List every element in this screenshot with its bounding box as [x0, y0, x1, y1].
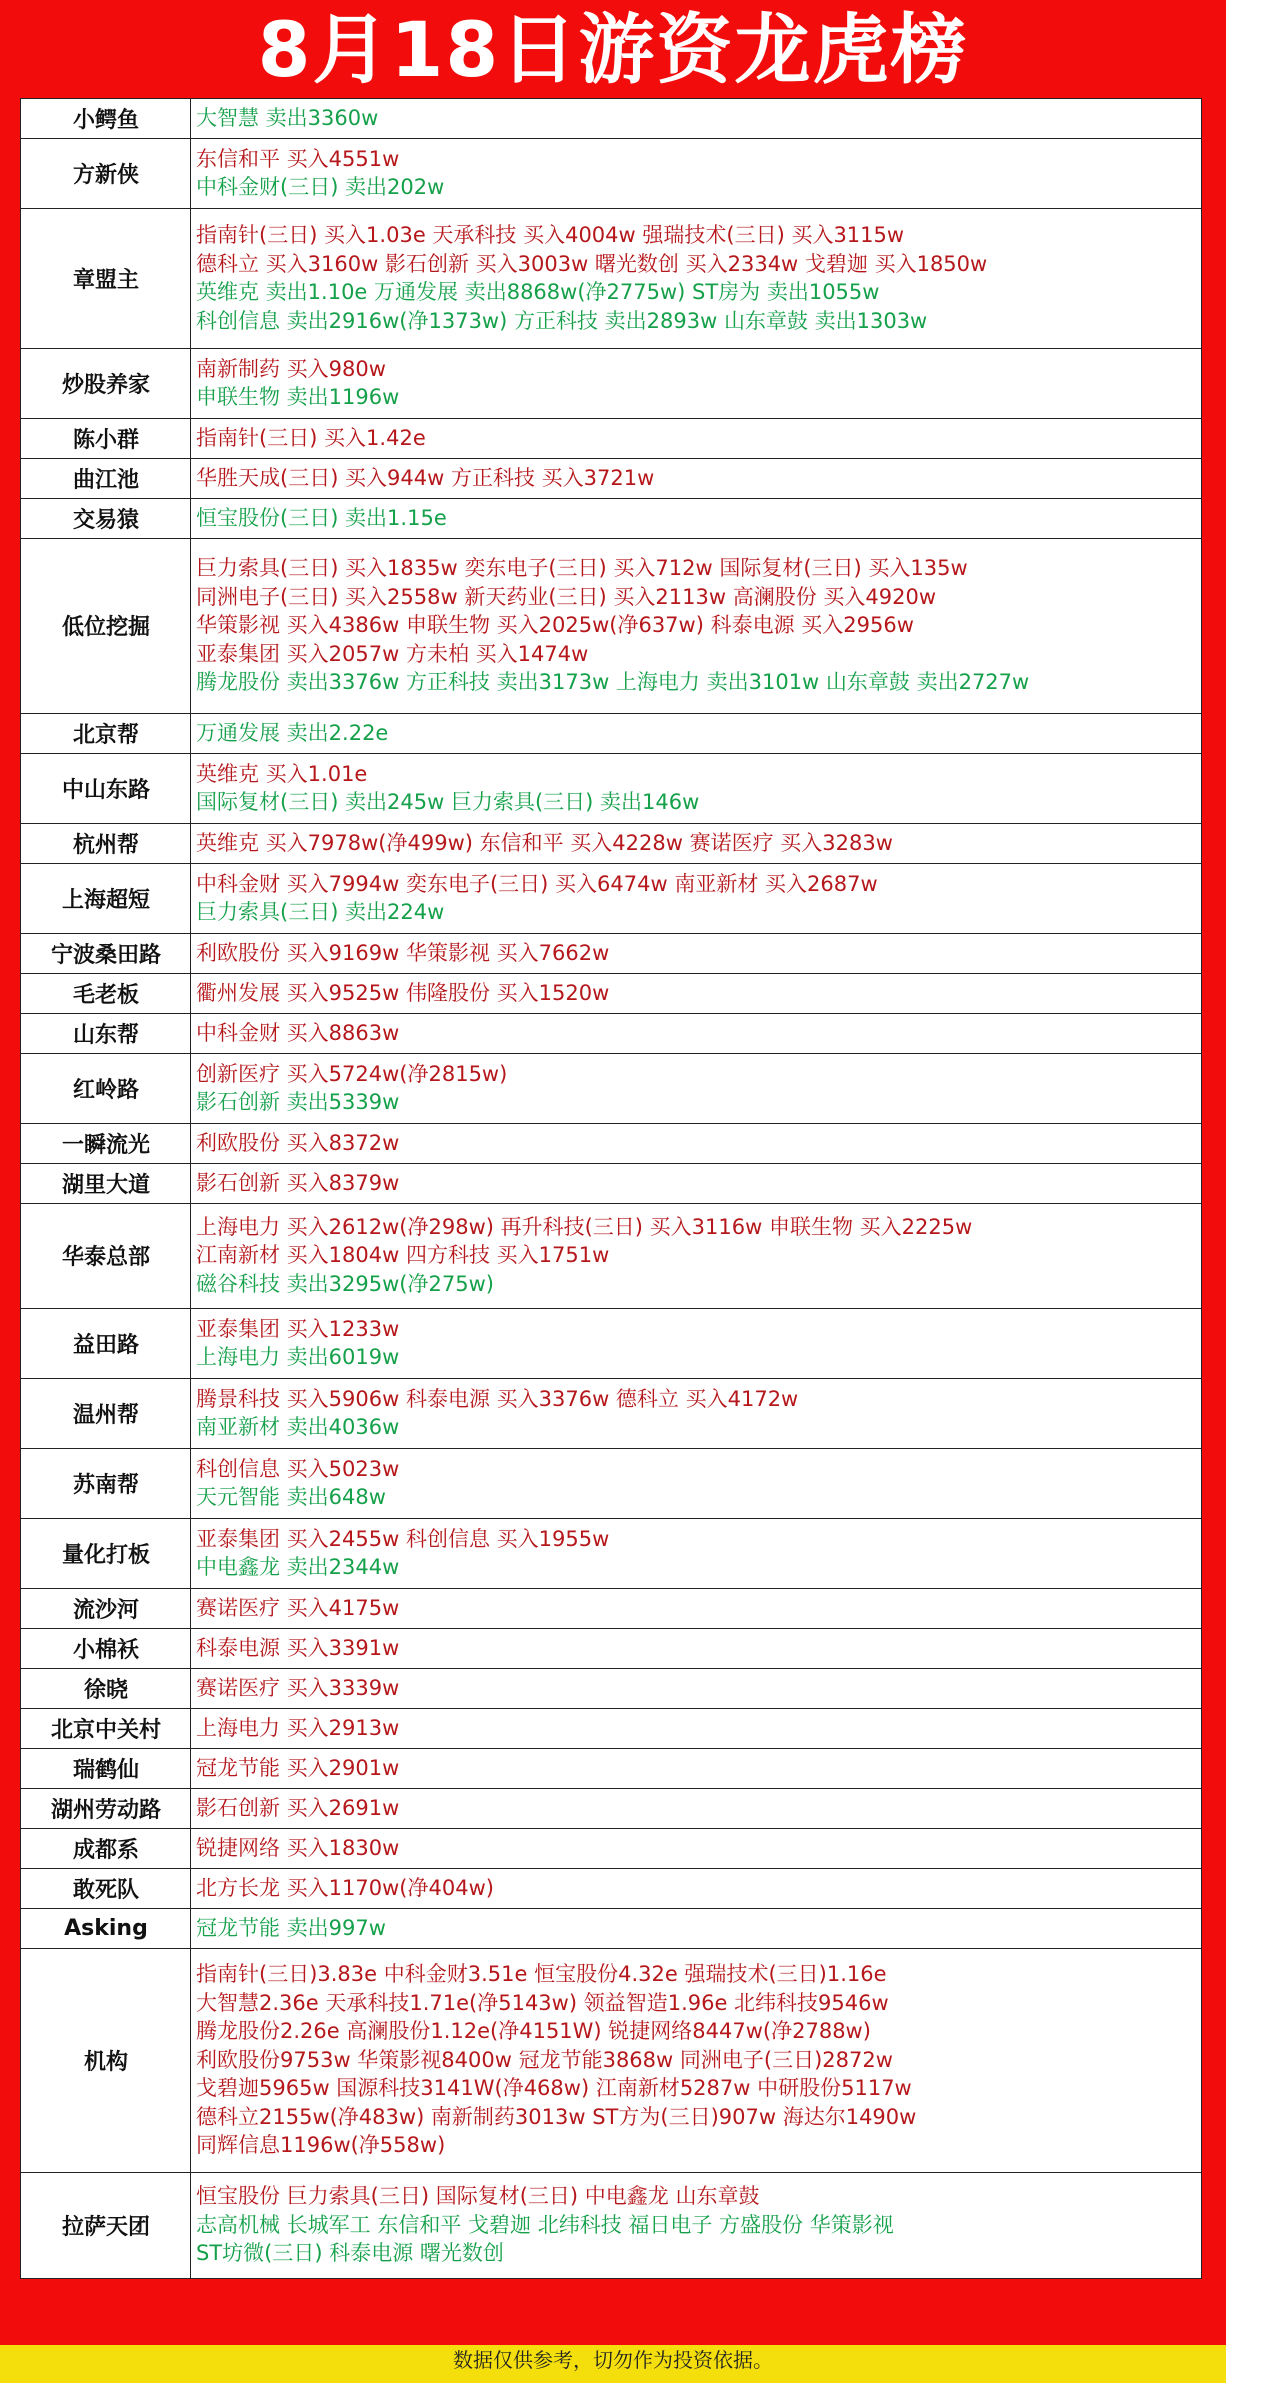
sell-line: 中电鑫龙 卖出2344w [196, 1555, 400, 1579]
buy-line: 科泰电源 买入3391w [196, 1635, 400, 1660]
trader-name: 红岭路 [21, 1054, 191, 1124]
trade-details [191, 99, 1202, 139]
table-row [21, 934, 1202, 974]
table-row [21, 1709, 1202, 1749]
trade-details [191, 1519, 1202, 1589]
buy-line: 冠龙节能 买入2901w [196, 1755, 400, 1780]
trade-details [191, 1204, 1202, 1309]
trade-details [191, 139, 1202, 209]
table-row [21, 1379, 1202, 1449]
sell-line: 万通发展 卖出2.22e [196, 720, 389, 745]
sell-line: 腾龙股份 卖出3376w 方正科技 卖出3173w 上海电力 卖出3101w 山东章鼓 卖出2727w [196, 670, 1030, 695]
buy-line: 影石创新 买入2691w [196, 1795, 400, 1820]
table-row [21, 1309, 1202, 1379]
trader-name: 曲江池 [21, 459, 191, 499]
trade-details [191, 1869, 1202, 1909]
table-row [21, 1629, 1202, 1669]
buy-line: 南新制药 买入980w [196, 356, 386, 381]
sell-line: 磁谷科技 卖出3295w(净275w) [196, 1271, 494, 1296]
sell-line: 申联生物 卖出1196w [196, 385, 400, 409]
buy-line: 赛诺医疗 买入3339w [196, 1675, 400, 1700]
trader-name: 湖里大道 [21, 1164, 191, 1204]
buy-line: 东信和平 买入4551w [196, 146, 400, 171]
table-row [21, 539, 1202, 714]
buy-line: 同辉信息1196w(净558w) [196, 2133, 446, 2158]
buy-line: 华策影视 买入4386w 申联生物 买入2025w(净637w) 科泰电源 买入2956w [196, 613, 914, 638]
sell-line: 英维克 卖出1.10e 万通发展 卖出8868w(净2775w) ST房为 卖出1055w [196, 280, 880, 304]
trader-name: 交易猿 [21, 499, 191, 539]
sell-line: 国际复材(三日) 卖出245w 巨力索具(三日) 卖出146w [196, 790, 700, 814]
trader-name: 成都系 [21, 1829, 191, 1869]
table-row [21, 419, 1202, 459]
buy-line: 同洲电子(三日) 买入2558w 新天药业(三日) 买入2113w 高澜股份 买入4920w [196, 584, 937, 609]
buy-line: 亚泰集团 买入2455w 科创信息 买入1955w [196, 1526, 610, 1551]
trader-name: 方新侠 [21, 139, 191, 209]
trade-details [191, 1709, 1202, 1749]
trade-details [191, 974, 1202, 1014]
buy-line: 德科立 买入3160w 影石创新 买入3003w 曙光数创 买入2334w 戈碧迦 买入1850w [196, 251, 988, 276]
trade-details [191, 754, 1202, 824]
table-row [21, 754, 1202, 824]
table-row [21, 1909, 1202, 1949]
table-row [21, 824, 1202, 864]
buy-line: 创新医疗 买入5724w(净2815w) [196, 1061, 508, 1086]
sell-line: 天元智能 卖出648w [196, 1485, 386, 1509]
trader-name: 杭州帮 [21, 824, 191, 864]
trader-name: 毛老板 [21, 974, 191, 1014]
trade-details [191, 1629, 1202, 1669]
table-row [21, 349, 1202, 419]
buy-line: 利欧股份 买入9169w 华策影视 买入7662w [196, 940, 610, 965]
trade-details [191, 209, 1202, 349]
trader-name: 小鳄鱼 [21, 99, 191, 139]
buy-line: 英维克 买入1.01e [196, 761, 368, 786]
sell-line: 影石创新 卖出5339w [196, 1090, 400, 1114]
trade-details [191, 1749, 1202, 1789]
sell-line: ST坊微(三日) 科泰电源 曙光数创 [196, 2241, 504, 2266]
sell-line: 科创信息 卖出2916w(净1373w) 方正科技 卖出2893w 山东章鼓 卖出1303w [196, 308, 928, 333]
trade-details [191, 349, 1202, 419]
buy-line: 指南针(三日) 买入1.03e 天承科技 买入4004w 强瑞技术(三日) 买入3115w [196, 223, 905, 247]
trader-name: 拉萨天团 [21, 2173, 191, 2279]
buy-line: 巨力索具(三日) 买入1835w 奕东电子(三日) 买入712w 国际复材(三日) 买入135w [196, 556, 968, 581]
sell-line: 志高机械 长城军工 东信和平 戈碧迦 北纬科技 福日电子 方盛股份 华策影视 [196, 2212, 894, 2237]
trade-details [191, 1909, 1202, 1949]
trader-name: 中山东路 [21, 754, 191, 824]
trader-name: 低位挖掘 [21, 539, 191, 714]
trade-details [191, 2173, 1202, 2279]
buy-line: 科创信息 买入5023w [196, 1456, 400, 1481]
trader-name: 山东帮 [21, 1014, 191, 1054]
table-row [21, 1014, 1202, 1054]
trader-name: 北京中关村 [21, 1709, 191, 1749]
trade-details [191, 1054, 1202, 1124]
buy-line: 中科金财 买入8863w [196, 1020, 400, 1045]
trader-name: 量化打板 [21, 1519, 191, 1589]
table-row [21, 1204, 1202, 1309]
buy-line: 锐捷网络 买入1830w [196, 1835, 400, 1860]
table-row [21, 1789, 1202, 1829]
trader-name: 宁波桑田路 [21, 934, 191, 974]
sell-line: 巨力索具(三日) 卖出224w [196, 900, 445, 924]
buy-line: 恒宝股份 巨力索具(三日) 国际复材(三日) 中电鑫龙 山东章鼓 [196, 2184, 760, 2209]
trader-name: 北京帮 [21, 714, 191, 754]
trade-details [191, 1309, 1202, 1379]
buy-line: 腾景科技 买入5906w 科泰电源 买入3376w 德科立 买入4172w [196, 1386, 799, 1411]
table-row [21, 1829, 1202, 1869]
trader-name: 徐晓 [21, 1669, 191, 1709]
trader-table [20, 98, 1202, 2279]
trader-name: 上海超短 [21, 864, 191, 934]
buy-line: 中科金财 买入7994w 奕东电子(三日) 买入6474w 南亚新材 买入2687w [196, 871, 878, 896]
trader-name: Asking [21, 1909, 191, 1949]
trade-details [191, 419, 1202, 459]
table-row [21, 1519, 1202, 1589]
trade-details [191, 934, 1202, 974]
trader-name: 小棉袄 [21, 1629, 191, 1669]
buy-line: 影石创新 买入8379w [196, 1170, 400, 1195]
buy-line: 德科立2155w(净483w) 南新制药3013w ST方为(三日)907w 海达尔1490w [196, 2104, 917, 2129]
buy-line: 指南针(三日)3.83e 中科金财3.51e 恒宝股份4.32e 强瑞技术(三日)1.16e [196, 1962, 887, 1987]
trader-name: 章盟主 [21, 209, 191, 349]
sell-line: 中科金财(三日) 卖出202w [196, 175, 445, 199]
table-row [21, 1054, 1202, 1124]
trader-name: 益田路 [21, 1309, 191, 1379]
buy-line: 利欧股份 买入8372w [196, 1130, 400, 1155]
sell-line: 南亚新材 卖出4036w [196, 1415, 400, 1439]
trade-details [191, 1164, 1202, 1204]
page-title: 8月18日游资龙虎榜 [257, 5, 969, 94]
trader-name: 一瞬流光 [21, 1124, 191, 1164]
trade-details [191, 1949, 1202, 2173]
table-row [21, 1669, 1202, 1709]
trade-details [191, 1669, 1202, 1709]
sell-line: 上海电力 卖出6019w [196, 1345, 400, 1369]
trader-name: 湖州劳动路 [21, 1789, 191, 1829]
trader-name: 敢死队 [21, 1869, 191, 1909]
table-row [21, 2173, 1202, 2279]
table-row [21, 1949, 1202, 2173]
table-row [21, 974, 1202, 1014]
trader-name: 流沙河 [21, 1589, 191, 1629]
table-row [21, 1164, 1202, 1204]
trader-name: 瑞鹤仙 [21, 1749, 191, 1789]
sell-line: 恒宝股份(三日) 卖出1.15e [196, 505, 447, 530]
table-row [21, 459, 1202, 499]
trade-details [191, 1589, 1202, 1629]
trade-details [191, 1829, 1202, 1869]
buy-line: 衢州发展 买入9525w 伟隆股份 买入1520w [196, 980, 610, 1005]
table-row [21, 1869, 1202, 1909]
trade-details [191, 1124, 1202, 1164]
trader-name: 炒股养家 [21, 349, 191, 419]
buy-line: 华胜天成(三日) 买入944w 方正科技 买入3721w [196, 465, 655, 490]
table-row [21, 1124, 1202, 1164]
buy-line: 利欧股份9753w 华策影视8400w 冠龙节能3868w 同洲电子(三日)2872w [196, 2047, 893, 2072]
buy-line: 亚泰集团 买入2057w 方未柏 买入1474w [196, 641, 589, 666]
sell-line: 大智慧 卖出3360w [196, 105, 379, 130]
trader-name: 陈小群 [21, 419, 191, 459]
buy-line: 上海电力 买入2612w(净298w) 再升科技(三日) 买入3116w 申联生物 买入2225w [196, 1214, 973, 1239]
buy-line: 戈碧迦5965w 国源科技3141W(净468w) 江南新材5287w 中研股份5117w [196, 2076, 912, 2101]
trade-details [191, 459, 1202, 499]
buy-line: 赛诺医疗 买入4175w [196, 1595, 400, 1620]
table-row [21, 714, 1202, 754]
trade-details [191, 1449, 1202, 1519]
trade-details [191, 1789, 1202, 1829]
table-row [21, 1589, 1202, 1629]
table-row [21, 1749, 1202, 1789]
buy-line: 大智慧2.36e 天承科技1.71e(净5143w) 领益智造1.96e 北纬科技9546w [196, 1990, 889, 2015]
trader-name: 温州帮 [21, 1379, 191, 1449]
trade-details [191, 824, 1202, 864]
buy-line: 英维克 买入7978w(净499w) 东信和平 买入4228w 赛诺医疗 买入3283w [196, 830, 893, 855]
buy-line: 腾龙股份2.26e 高澜股份1.12e(净4151W) 锐捷网络8447w(净2788w) [196, 2019, 871, 2044]
trader-name: 机构 [21, 1949, 191, 2173]
trade-details [191, 714, 1202, 754]
trade-details [191, 539, 1202, 714]
trade-details [191, 499, 1202, 539]
table-row [21, 139, 1202, 209]
sell-line: 冠龙节能 卖出997w [196, 1915, 386, 1940]
table-row [21, 499, 1202, 539]
buy-line: 北方长龙 买入1170w(净404w) [196, 1875, 494, 1900]
buy-line: 指南针(三日) 买入1.42e [196, 425, 426, 450]
trader-name: 华泰总部 [21, 1204, 191, 1309]
trade-details [191, 864, 1202, 934]
buy-line: 亚泰集团 买入1233w [196, 1316, 400, 1341]
trade-details [191, 1379, 1202, 1449]
trade-details [191, 1014, 1202, 1054]
table-row [21, 1449, 1202, 1519]
buy-line: 江南新材 买入1804w 四方科技 买入1751w [196, 1243, 610, 1268]
table-row [21, 209, 1202, 349]
table-row [21, 99, 1202, 139]
disclaimer-footer: 数据仅供参考，切勿作为投资依据。 [0, 2345, 1226, 2383]
buy-line: 上海电力 买入2913w [196, 1715, 400, 1740]
table-row [21, 864, 1202, 934]
trader-name: 苏南帮 [21, 1449, 191, 1519]
